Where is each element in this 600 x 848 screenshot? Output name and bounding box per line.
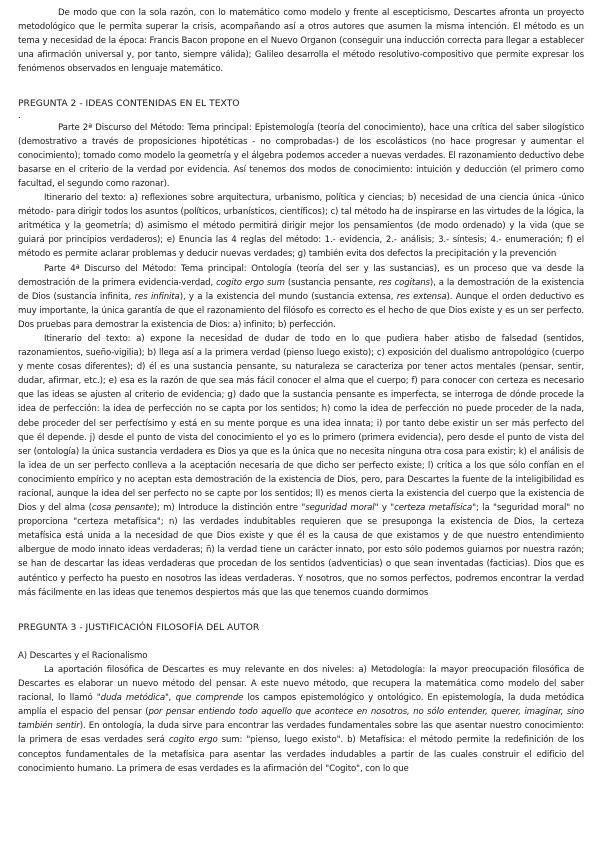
itinerario-parte-4-paragraph (18, 332, 584, 600)
descartes-racionalismo-paragraph (18, 663, 584, 776)
intro-paragraph: De modo que con la sola razón, con lo matemático como modelo y frente al escepticismo, Descartes afronta un proyecto metodológico que le permita superar la crisis, acompañando así a otros autores que asumen la misma intención. El método es un tema y necesidad de la época: Francis Bacon propone en el Nuevo Organon (conseguir una inducción correcta para llegar a establecer una afirmación universal y, por tanto, siempre válida); Galileo desarrolla el método resolutivo-compositivo que permite expresar los fenómenos observados en lenguaje matemático. (18, 8, 584, 75)
cogito-ergo-italic: cogito ergo (168, 735, 218, 746)
res-extensa-italic: res extensa (396, 291, 447, 302)
res-infinita-italic: res infinita (134, 291, 180, 302)
parte-4-text-5: ). Aunque el orden deductivo es muy importante, la única garantía de que el razonamiento del filósofo es correcto es el hecho de que Dios existe y es un ser perfecto. Dos pruebas para demostrar la existencia de Dios: a) infinito; b) perfección. (18, 291, 585, 330)
cosa-pensante-italic: cosa pensante (91, 503, 154, 514)
itinerario-4-text-1: Itinerario del texto: a) expone la necesidad de dudar de todo en lo que pudiera haber atisbo de falsedad (sentidos, razonamientos, sueño-vigilia); b) llega así a la primera verdad (pienso luego existo); c) exposición del dualismo antropológico (cuerpo y mente cosas diferentes); d) él es una sustancia pensante, su naturaleza se caracteriza por tener actos mentales (pensar, sentir, dudar, afirmar, etc.); e) esa es la razón de que sea más fácil conocer el alma que el cuerpo; f) para conocer con certeza es necesario que las ideas se ajusten al criterio de evidencia; g) dado que la sustancia pensante es imperfecta, se interroga de dónde procede la idea de perfección: la idea de perfección no se capta por los sentidos; h) como la idea de perfección no puede proceder de la nada, debe proceder del ser perfectísimo y está en su mente porque es una idea innata; i) por tanto debe existir un ser más perfecto del que él depende. j) desde el punto de vista del conocimiento el yo es lo primero (primera evidencia), pero desde el punto de vista del ser (ontología) la única sustancia verdadera es Dios ya que es la única que no necesita ninguna otra cosa para existir; k) el análisis de la idea de un ser perfecto conlleva a la aceptación necesaria de que dicho ser perfecto existe; l) crítica a los que sólo confían en el conocimiento empírico y no aceptan esta demostración de la existencia de Dios, pero, para Descartes la fuente de la inteligibilidad es racional, aunque la idea del ser perfecto no se capte por los sentidos; ll) es menos cierta la existencia del cuerpo que la existencia de Dios y del alma ( (18, 333, 584, 514)
parte-2-paragraph: Parte 2ª Discurso del Método: Tema principal: Epistemología (teoría del conocimiento), hace una crítica del saber silogístico (demostrativo a través de proposiciones hipotéticas - no comprobadas-) de los escolásticos (no hace progresar y aumentar el conocimiento); tomado como modelo la geometría y el álgebra podemos acceder a nuevas verdades. El razonamiento deductivo debe basarse en el criterio de la verdad por evidencia. Así tenemos dos modos de conocimiento: intuición y deducción (el primero como facultad, el segundo como razonar). (18, 122, 584, 189)
itinerario-4-text-2: ); m) Introduce la distinción entre " (153, 503, 306, 514)
racionalismo-text-1: La aportación filosófica de Descartes es muy relevante en dos niveles: a) Metodología: la mayor preocupación filosófica de Descartes es elaborar un nuevo método del pensar. A este nuevo método, que recupera la matemática como modelo del saber racional, lo llamó (18, 664, 584, 704)
itinerario-4-text-4: "; la "seguridad moral" no proporciona "certeza metafísica"; n) las verdades indubitables requieren que se presuponga la existencia de Dios, la certeza metafísica está unida a la necesidad de que Dios existe y que él es la causa de que existamos y de que nuestro entendimiento albergue de modo innato ideas verdaderas; ñ) la verdad tiene un carácter innato, por esto sólo podemos guiarnos por nuestra razón; se han de descartar las ideas verdaderas que procedan de los sentidos (adventicias) o que sean inventadas (facticias). Dios que es auténtico y perfecto ha puesto en nosotros las ideas verdaderas. Y nosotros, que no somos perfectos, podremos encontrar la verdad más fácilmente en las ideas que tenemos despiertos más que las que tenemos cuando dormimos (18, 503, 584, 598)
res-cogitans-italic: res cogitans (378, 277, 430, 288)
duda-metodica-italic: "duda metódica", que comprende (96, 693, 244, 704)
section-3-subheading: A) Descartes y el Racionalismo (18, 650, 148, 661)
seguridad-moral-italic: seguridad moral (305, 503, 375, 514)
parte-4-text-4: ), y a la existencia del mundo (sustancia extensa, (179, 291, 397, 302)
itinerario-parte-2-paragraph: Itinerario del texto: a) reflexiones sobre arquitectura, urbanismo, política y ciencias; b) necesidad de una ciencia única -único método- para dirigir todos los asuntos (políticos, urbanísticos, científicos); c) tal método ha de inspirarse en las virtudes de la lógica, la aritmética y la geometría; d) asimismo el método permitirá dirigir mejor los pensamientos (de modo ordenado) y la vida (que se guiará por principios verdaderos); e) Enuncia las 4 reglas del método: 1.- evidencia, 2.- análisis; 3.- síntesis; 4.- enumeración; f) el método es permite aclarar problemas y deducir nuevas verdades; g) también evita dos defectos la precipitación y la prevención (18, 193, 584, 260)
itinerario-4-text-3: " y " (374, 503, 395, 514)
section-2-heading: PREGUNTA 2 - IDEAS CONTENIDAS EN EL TEXTO (18, 98, 240, 110)
parte-4-text-3: ), a la demostración de la existencia de Dios (sustancia infinita, (18, 277, 584, 302)
certeza-metafisica-italic: certeza metafísica (394, 503, 473, 514)
racionalismo-text-2: los campos epistemológico y ontológico. En epistemología, la duda metódica amplía el espacio del pensar ( (18, 693, 585, 718)
section-3-heading: PREGUNTA 3 - JUSTIFICACIÓN FILOSOFÍA DEL AUTOR (18, 621, 260, 633)
parte-4-paragraph (18, 262, 584, 332)
por-pensar-italic: por pensar entiendo todo aquello que acontece en nosotros, no sólo entender, querer, imaginar, sino también sentir (18, 707, 585, 732)
document-page (18, 6, 584, 776)
racionalismo-text-3: ). En ontología, la duda sirve para encontrar las verdades fundamentales sobre las que asentar nuestro conocimiento: la primera de esas verdades será (18, 721, 584, 746)
racionalismo-text-4: sum: "pienso, luego existo". b) Metafísica: el método permite la redefinición de los conceptos fundamentales de la metafísica para asentar las verdades indudables a partir de las cuales construir el edificio del conocimiento humano. La primera de esas verdades es la afirmación del "Cogito", con lo que (18, 735, 584, 774)
parte-4-text-2: (sustancia pensante, (284, 277, 379, 288)
parte-4-text-1: Parte 4ª Discurso del Método: Tema principal: Ontología (teoría del ser y las sustancias), es un proceso que va desde la demostración de la primera evidencia-verdad, (18, 263, 584, 288)
stray-dot: . (18, 110, 21, 121)
cogito-ergo-sum-italic: cogito ergo sum (216, 277, 285, 288)
